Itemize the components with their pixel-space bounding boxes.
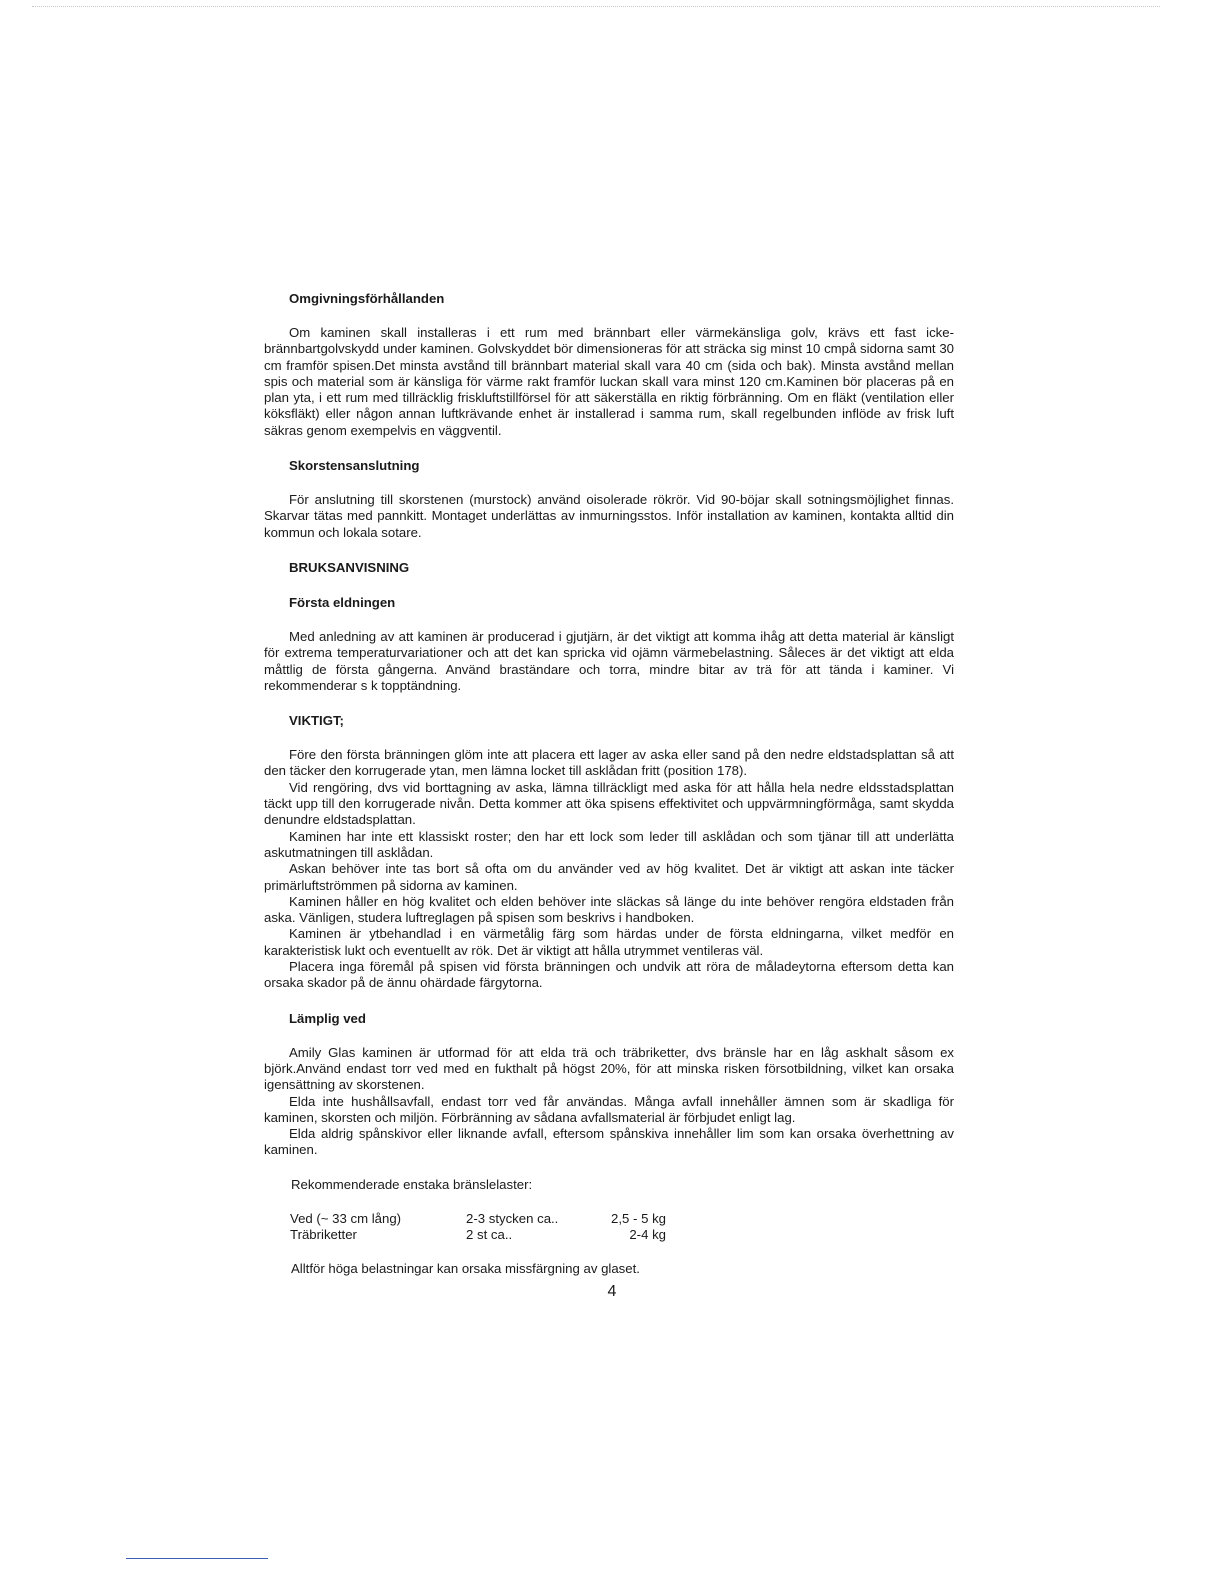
heading-lamplig-ved: Lämplig ved bbox=[289, 1010, 366, 1026]
heading-viktigt: VIKTIGT; bbox=[289, 713, 344, 729]
loads-table bbox=[290, 1211, 666, 1243]
paragraph-viktigt-3: Kaminen har inte ett klassiskt roster; den har ett lock som leder till asklådan och som tjänar till att underlätta askutmatningen till asklådan. bbox=[264, 828, 954, 860]
load-count: 2 st ca.. bbox=[466, 1226, 513, 1242]
heading-skorsten: Skorstensanslutning bbox=[289, 458, 420, 474]
top-dotted-rule bbox=[32, 6, 1160, 7]
paragraph-forsta-eldningen: Med anledning av att kaminen är producerad i gjutjärn, är det viktigt att komma ihåg att detta material är känsligt för extrema temperaturvariationer och att det kan spricka vid ojämn värmebelastning. Såleces är det viktigt att elda måttlig de första gångerna. Använd braständare och torra, mindre bitar av trä för att tända i kaminer. Vi rekommenderar s k topptändning. bbox=[264, 628, 954, 693]
page-number: 4 bbox=[607, 1283, 617, 1300]
heading-omgivning: Omgivningsförhållanden bbox=[289, 291, 445, 306]
paragraph-skorsten: För anslutning till skorstenen (murstock) använd oisolerade rökrör. Vid 90-böjar skall sotningsmöjlighet finnas. Skarvar tätas med pannkitt. Montaget underlättas av inmurningsstos. Inför installation av kaminen, kontakta alltid din kommun och lokala sotare. bbox=[264, 492, 954, 540]
paragraph-lamplig-1: Amily Glas kaminen är utformad för att elda trä och träbriketter, dvs bränsle har en låg askhalt såsom ex björk.Använd endast torr ved med en fukthalt på högst 20%, för att minska risken försotbildning, vilket kan orsaka igensättning av skorstenen. bbox=[264, 1044, 954, 1093]
load-type: Ved (~ 33 cm lång) bbox=[290, 1210, 402, 1226]
table-row bbox=[290, 1211, 666, 1227]
paragraph-viktigt-7: Placera inga föremål på spisen vid första bränningen och undvik att röra de måladeytorna eftersom detta kan orsaka skador på de ännu ohärdade färgytorna. bbox=[264, 959, 954, 991]
table-row bbox=[290, 1227, 666, 1243]
document-body bbox=[264, 290, 954, 1277]
load-weight: 2,5 - 5 kg bbox=[611, 1210, 666, 1226]
load-count: 2-3 stycken ca.. bbox=[466, 1210, 559, 1226]
paragraph-lamplig-3: Elda aldrig spånskivor eller liknande avfall, eftersom spånskiva innehåller lim som kan orsaka överhettning av kaminen. bbox=[264, 1126, 954, 1158]
paragraph-viktigt-2: Vid rengöring, dvs vid borttagning av aska, lämna tillräckligt med aska för att hålla hela nedre eldsstadsplattan täckt upp till den korrugerade nivån. Detta kommer att öka spisens effektivitet och uppvärmningförmåga, samt skydda denundre eldstadsplattan. bbox=[264, 779, 954, 828]
paragraph-viktigt-1: Före den första bränningen glöm inte att placera ett lager av aska eller sand på den nedre eldstadsplattan så att den täcker den korrugerade ytan, men lämna locket till asklådan fritt (position 178). bbox=[264, 747, 954, 779]
footnote-rule bbox=[126, 1558, 268, 1559]
paragraph-lamplig-2: Elda inte hushållsavfall, endast torr ved får användas. Många avfall innehåller ämnen som är skadliga för kaminen, skorsten och miljön. Förbränning av sådana avfallsmaterial är förbjudet enligt lag. bbox=[264, 1093, 954, 1125]
paragraph-omgivning: Om kaminen skall installeras i ett rum med brännbart eller värmekänsliga golv, krävs ett fast icke-brännbartgolvskydd under kaminen. Golvskyddet bör dimensioneras för att sträcka sig minst 10 cmpå sidorna samt 30 cm framför spisen.Det minsta avstånd till brännbart material skall vara 40 cm (sida och bak). Minsta avstånd mellan spis och material som är känsliga för värme rakt framför luckan skall vara minst 120 cm.Kaminen bör placeras på en plan yta, i ett rum med tillräcklig friskluftstillförsel för att säkerställa en riktig förbränning. Om en fläkt (ventilation eller köksfläkt) eller någon annan luftkrävande enhet är installerad i samma rum, skall regelbunden inflöde av frisk luft säkras genom exempelvis en väggventil. bbox=[264, 325, 954, 438]
heading-forsta-eldningen: Första eldningen bbox=[289, 594, 396, 610]
paragraph-viktigt-5: Kaminen håller en hög kvalitet och elden behöver inte släckas så länge du inte behöver rengöra eldstaden från aska. Vänligen, studera luftreglagen på spisen som beskrivs i handboken. bbox=[264, 893, 954, 926]
paragraph-viktigt-4: Askan behöver inte tas bort så ofta om du använder ved av hög kvalitet. Det är viktigt att askan inte täcker primärluftströmmen på sidorna av kaminen. bbox=[264, 861, 954, 893]
heading-bruksanvisning: BRUKSANVISNING bbox=[289, 559, 410, 575]
load-warning: Alltför höga belastningar kan orsaka missfärgning av glaset. bbox=[291, 1260, 640, 1276]
load-type: Träbriketter bbox=[290, 1226, 357, 1242]
loads-intro: Rekommenderade enstaka bränslelaster: bbox=[291, 1176, 533, 1192]
paragraph-viktigt-6: Kaminen är ytbehandlad i en värmetålig färg som härdas under de första eldningarna, vilket medför en karakteristisk lukt och eventuellt av rök. Det är viktigt att hålla utrymmet ventileras väl. bbox=[264, 926, 954, 958]
load-weight: 2-4 kg bbox=[629, 1226, 666, 1242]
